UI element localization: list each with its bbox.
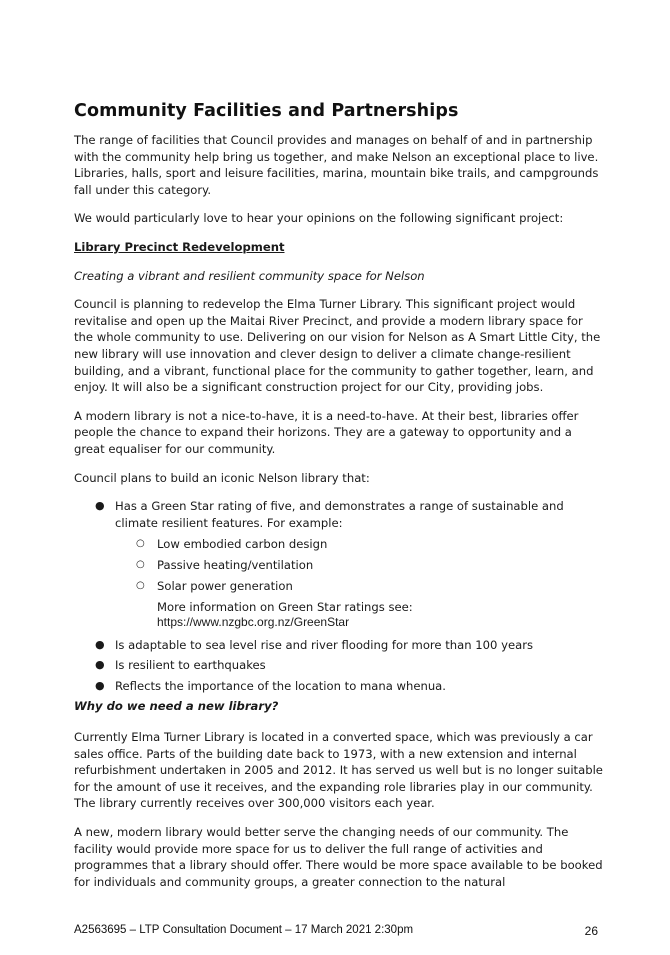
document-body <box>74 100 604 902</box>
intro-paragraph: The range of facilities that Council provides and manages on behalf of and in partnership with the community help bring us together, and make Nelson an exceptional place to live. Libraries, halls, sport and leisure facilities, marina, mountain bike trails, and campgrounds fall under this category. <box>74 133 599 197</box>
list-item <box>74 678 604 695</box>
green-star-link[interactable]: https://www.nzgbc.org.nz/GreenStar <box>157 615 350 630</box>
list-item-text: Is resilient to earthquakes <box>115 658 266 673</box>
project-paragraph-2: A modern library is not a nice-to-have, it is a need-to-have. At their best, libraries offer people the chance to expand their horizons. They are a gateway to opportunity and a great equaliser for our community. <box>74 408 579 456</box>
opinion-paragraph: We would particularly love to hear your opinions on the following significant project: <box>74 211 564 226</box>
sub-list <box>115 536 604 595</box>
circle-bullet-icon: ○ <box>136 580 145 592</box>
why-paragraph-2: A new, modern library would better serve the changing needs of our community. The facility would provide more space for us to deliver the full range of activities and programmes that a library should offer. There would be more space available to be booked for individuals and community groups, a greater connection to the natural <box>74 824 603 889</box>
sub-list-item <box>115 557 604 574</box>
why-heading: Why do we need a new library? <box>74 699 279 714</box>
green-star-info <box>115 600 604 631</box>
page-title: Community Facilities and Partnerships <box>74 101 459 121</box>
list-item-text: Is adaptable to sea level rise and river flooding for more than 100 years <box>115 637 533 652</box>
project-tagline: Creating a vibrant and resilient community space for Nelson <box>74 268 425 283</box>
sub-list-item-text: Low embodied carbon design <box>157 537 328 552</box>
list-item-text: Reflects the importance of the location to mana whenua. <box>115 678 446 693</box>
sub-list-item-text: Passive heating/ventilation <box>157 558 314 573</box>
sub-list-item <box>115 536 604 553</box>
project-paragraph-1: Council is planning to redevelop the Elma Turner Library. This significant project would revitalise and open up the Maitai River Precinct, and provide a modern library space for the whole community to use. Delivering on our vision for Nelson as A Smart Little City, the new library will use innovation and clever design to deliver a climate change-resilient building, and a vibrant, functional place for the community to gather together, learn, and enjoy. It will also be a significant construction project for our City, providing jobs. <box>74 297 601 395</box>
more-info-text: More information on Green Star ratings see: <box>157 599 413 614</box>
sub-list-item-text: Solar power generation <box>157 579 293 594</box>
list-item <box>74 498 604 630</box>
list-item <box>74 657 604 674</box>
bullet-icon: ● <box>95 658 105 672</box>
library-features-list <box>74 498 604 694</box>
page-number: 26 <box>584 924 598 938</box>
bullet-icon: ● <box>95 678 105 692</box>
bullet-icon: ● <box>95 499 105 513</box>
project-paragraph-3: Council plans to build an iconic Nelson library that: <box>74 470 370 485</box>
list-item <box>74 637 604 654</box>
document-reference: A2563695 – LTP Consultation Document – 17 March 2021 2:30pm <box>74 924 414 936</box>
page-footer <box>74 924 598 936</box>
bullet-icon: ● <box>95 637 105 651</box>
project-title: Library Precinct Redevelopment <box>74 239 285 254</box>
why-paragraph-1: Currently Elma Turner Library is located in a converted space, which was previously a car sales office. Parts of the building date back to 1973, with a new extension and internal refurbishment undertaken in 2005 and 2012. It has served us well but is no longer suitable for the amount of use it receives, and the expanding role libraries play in our community. The library currently receives over 300,000 visitors each year. <box>74 729 603 811</box>
list-item-text: Has a Green Star rating of five, and demonstrates a range of sustainable and climate resilient features. For example: <box>115 499 564 530</box>
circle-bullet-icon: ○ <box>136 559 145 571</box>
sub-list-item <box>115 578 604 595</box>
circle-bullet-icon: ○ <box>136 538 145 550</box>
